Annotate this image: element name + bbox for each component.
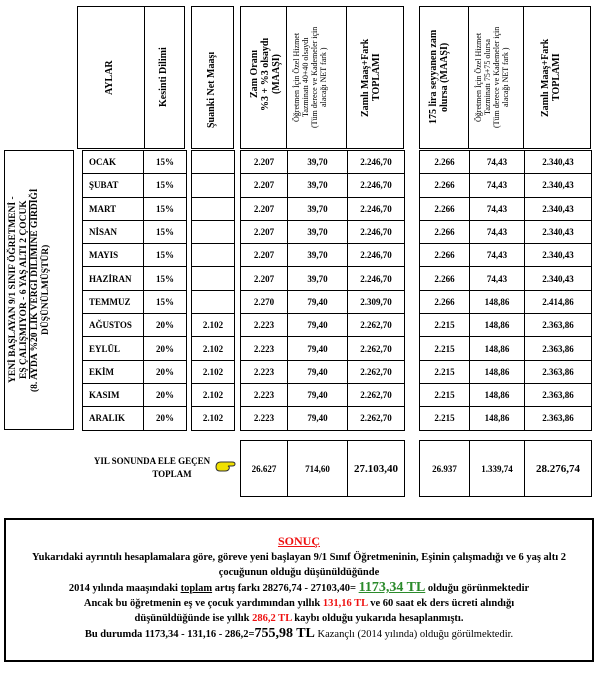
table-row (420, 151, 592, 174)
header-ozel2-line4: alacağı NET fark ) (501, 47, 510, 107)
cell-ay: AĞUSTOS (83, 314, 144, 337)
cell-toplam: 2.309,70 (348, 290, 405, 313)
cell-toplam2: 2.340,43 (525, 220, 592, 243)
cell-suanki: 2.102 (192, 337, 235, 360)
cell-seyyanen: 2.215 (420, 337, 470, 360)
total-seyyanen: 26.937 (420, 441, 470, 497)
table-row (192, 220, 235, 243)
cell-seyyanen: 2.266 (420, 290, 470, 313)
cell-ozel: 39,70 (288, 267, 348, 290)
cell-toplam: 2.262,70 (348, 360, 405, 383)
cell-zam: 2.207 (241, 174, 288, 197)
cell-ozel2: 148,86 (470, 314, 525, 337)
table-row (241, 337, 405, 360)
cell-suanki (192, 244, 235, 267)
header-suanki: Şuanki Net Maaşı (206, 51, 217, 129)
cell-ay: EKİM (83, 360, 144, 383)
header-zamli2-line2: TOPLAMI (551, 53, 562, 102)
cell-kesinti: 15% (144, 244, 187, 267)
table-raise-175 (419, 150, 592, 431)
cell-kesinti: 15% (144, 220, 187, 243)
table-row (83, 197, 187, 220)
table-row (192, 244, 235, 267)
sonuc-p3-c: ve 60 saat ek ders ücreti alındığı (367, 598, 515, 609)
table-row (420, 383, 592, 406)
cell-suanki: 2.102 (192, 360, 235, 383)
header-ozel-line4: alacağı NET fark ) (319, 47, 328, 107)
header-divider (468, 6, 469, 149)
table-row (241, 197, 405, 220)
table-row (241, 383, 405, 406)
totals-label-line1: YIL SONUNDA ELE GEÇEN (93, 456, 211, 466)
cell-zam: 2.223 (241, 337, 288, 360)
cell-toplam2: 2.340,43 (525, 174, 592, 197)
table-row (192, 383, 235, 406)
table-current-salary (191, 150, 235, 431)
cell-toplam2: 2.340,43 (525, 267, 592, 290)
header-zam-line1: Zam Oranı (249, 49, 260, 99)
total-toplam: 27.103,40 (348, 441, 405, 497)
table-row (83, 267, 187, 290)
sonuc-paragraph-1: Yukarıdaki ayrıntılı hesaplamalara göre, göreve yeni başlayan 9/1 Sınıf Öğretmeninin, Eşinin çalışmadığı ve 6 yaş altı 2 çocuğunun olduğu düşünüldüğünde (32, 552, 566, 578)
header-zam-line2: %3 + %3 olsaydı (260, 37, 271, 111)
header-ozel-line1: Öğretmen İçin Özel Hizmet (292, 32, 301, 122)
cell-toplam: 2.246,70 (348, 244, 405, 267)
cell-ozel2: 148,86 (470, 360, 525, 383)
cell-seyyanen: 2.266 (420, 174, 470, 197)
sonuc-p2-b: toplam (180, 583, 213, 594)
cell-toplam2: 2.363,86 (525, 407, 592, 430)
cell-seyyanen: 2.215 (420, 383, 470, 406)
table-row (83, 337, 187, 360)
table-row (420, 267, 592, 290)
header-ozel-line3: (Tüm derece ve Kademeler için (310, 26, 319, 128)
table-row (420, 360, 592, 383)
total-ozel2: 1.339,74 (470, 441, 525, 497)
cell-ozel2: 148,86 (470, 407, 525, 430)
table-row (241, 174, 405, 197)
cell-seyyanen: 2.266 (420, 220, 470, 243)
sonuc-p5-c: Kazançlı (2014 yılında) olduğu görülmektedir. (314, 629, 514, 640)
cell-seyyanen: 2.215 (420, 407, 470, 430)
cell-ozel: 39,70 (288, 197, 348, 220)
cell-ozel: 79,40 (288, 290, 348, 313)
sonuc-p3-amount: 131,16 TL (322, 598, 368, 609)
sonuc-p5-amount: 755,98 TL (254, 626, 315, 641)
table-row (192, 407, 235, 430)
table-row (241, 360, 405, 383)
cell-ay: MAYIS (83, 244, 144, 267)
cell-toplam: 2.246,70 (348, 197, 405, 220)
header-zamli2 (540, 20, 570, 135)
sonuc-p2-a: 2014 yılında maaşındaki (68, 583, 181, 594)
header-seyyanen-line2: olursa (MAAŞI) (439, 42, 450, 112)
cell-ay: HAZİRAN (83, 267, 144, 290)
cell-kesinti: 15% (144, 174, 187, 197)
cell-toplam: 2.246,70 (348, 220, 405, 243)
header-zamli-line1: Zamlı Maaş+Fark (360, 38, 371, 117)
cell-ay: MART (83, 197, 144, 220)
pointing-hand-icon (214, 458, 236, 474)
table-raise-3-3 (240, 150, 405, 431)
header-ozel2-line1: Öğretmen İçin Özel Hizmet (474, 32, 483, 122)
total-ozel: 714,60 (288, 441, 348, 497)
table-row (83, 151, 187, 174)
total-zam: 26.627 (241, 441, 288, 497)
table-row (420, 220, 592, 243)
sonuc-p4-amount: 286,2 TL (252, 613, 292, 624)
cell-ozel: 39,70 (288, 244, 348, 267)
table-row (83, 383, 187, 406)
sonuc-p4-a: düşünüldüğünde ise yıllık (134, 613, 253, 624)
cell-toplam2: 2.340,43 (525, 197, 592, 220)
cell-toplam: 2.246,70 (348, 267, 405, 290)
sonuc-paragraph-4 (6, 611, 592, 626)
cell-toplam2: 2.414,86 (525, 290, 592, 313)
table-row (420, 244, 592, 267)
header-zamli (360, 20, 390, 135)
table-row (241, 407, 405, 430)
header-seyyanen-line1: 175 lira seyyanen zam (428, 29, 439, 125)
side-label-line3: (8. AYDA %20 LİK VERGİ DİLİMİNE GİRDİĞİ (30, 188, 40, 392)
sonuc-p5-a: Bu durumda 1173,34 - 131,16 - 286,2= (84, 629, 255, 640)
cell-kesinti: 15% (144, 151, 187, 174)
sonuc-p2-e: olduğu görünmektedir (425, 583, 530, 594)
header-ozel2-line3: (Tüm derece ve Kademeler için (492, 26, 501, 128)
cell-suanki (192, 151, 235, 174)
cell-suanki: 2.102 (192, 383, 235, 406)
totals-group2 (419, 440, 592, 497)
cell-toplam2: 2.363,86 (525, 314, 592, 337)
cell-ozel2: 74,43 (470, 244, 525, 267)
header-ozel2 (474, 10, 520, 144)
table-row (83, 290, 187, 313)
header-ozel2-line2: Tazminatı 75+75 olursa (483, 39, 492, 115)
table-row (420, 314, 592, 337)
cell-zam: 2.207 (241, 220, 288, 243)
table-row (83, 220, 187, 243)
cell-ozel2: 74,43 (470, 151, 525, 174)
header-zamli2-line1: Zamlı Maaş+Fark (540, 38, 551, 117)
totals-label (82, 455, 222, 481)
table-row (83, 174, 187, 197)
cell-ozel: 79,40 (288, 337, 348, 360)
cell-zam: 2.207 (241, 151, 288, 174)
sonuc-box (4, 518, 594, 662)
cell-ozel: 39,70 (288, 151, 348, 174)
header-zamli-line2: TOPLAMI (371, 53, 382, 102)
table-row (420, 407, 592, 430)
table-row (420, 337, 592, 360)
cell-suanki (192, 290, 235, 313)
sonuc-p2-amount: 1173,34 TL (358, 580, 426, 595)
header-ozel (292, 10, 342, 144)
table-row (241, 220, 405, 243)
cell-ay: NİSAN (83, 220, 144, 243)
cell-ozel2: 148,86 (470, 290, 525, 313)
cell-zam: 2.223 (241, 314, 288, 337)
header-divider (346, 6, 347, 149)
side-label-line4: DÜŞÜNÜLMÜŞTÜR) (41, 244, 51, 336)
cell-toplam: 2.246,70 (348, 174, 405, 197)
total-toplam2: 28.276,74 (525, 441, 592, 497)
cell-seyyanen: 2.215 (420, 314, 470, 337)
cell-kesinti: 20% (144, 383, 187, 406)
table-row (241, 267, 405, 290)
table-row (192, 267, 235, 290)
cell-seyyanen: 2.266 (420, 244, 470, 267)
header-divider (523, 6, 524, 149)
cell-ozel: 39,70 (288, 174, 348, 197)
table-row (192, 314, 235, 337)
sonuc-paragraph-2 (6, 580, 592, 596)
cell-toplam: 2.262,70 (348, 407, 405, 430)
table-row (241, 314, 405, 337)
cell-zam: 2.207 (241, 197, 288, 220)
cell-ozel: 79,40 (288, 314, 348, 337)
table-row (83, 407, 187, 430)
cell-kesinti: 15% (144, 290, 187, 313)
table-row (420, 290, 592, 313)
cell-kesinti: 20% (144, 337, 187, 360)
cell-zam: 2.223 (241, 407, 288, 430)
table-row (241, 290, 405, 313)
side-label (8, 152, 72, 428)
cell-suanki: 2.102 (192, 314, 235, 337)
cell-ozel2: 74,43 (470, 220, 525, 243)
cell-kesinti: 20% (144, 360, 187, 383)
cell-seyyanen: 2.266 (420, 267, 470, 290)
cell-seyyanen: 2.215 (420, 360, 470, 383)
cell-suanki (192, 267, 235, 290)
cell-ay: TEMMUZ (83, 290, 144, 313)
header-divider (286, 6, 287, 149)
sonuc-p3-a: Ancak bu öğretmenin eş ve çocuk yardımından yıllık (83, 598, 323, 609)
cell-suanki (192, 174, 235, 197)
cell-toplam2: 2.363,86 (525, 383, 592, 406)
sonuc-title: SONUÇ (277, 534, 320, 548)
header-aylar: AYLAR (104, 60, 115, 96)
table-row (241, 244, 405, 267)
cell-zam: 2.207 (241, 244, 288, 267)
cell-suanki (192, 197, 235, 220)
cell-ozel2: 74,43 (470, 267, 525, 290)
cell-toplam: 2.246,70 (348, 151, 405, 174)
cell-ozel: 79,40 (288, 383, 348, 406)
cell-ozel2: 74,43 (470, 174, 525, 197)
totals-label-line2: TOPLAM (152, 469, 192, 479)
table-row (192, 197, 235, 220)
cell-toplam2: 2.363,86 (525, 337, 592, 360)
cell-ozel: 79,40 (288, 360, 348, 383)
cell-toplam: 2.262,70 (348, 314, 405, 337)
cell-ay: ARALIK (83, 407, 144, 430)
header-seyyanen (428, 10, 458, 144)
cell-ay: KASIM (83, 383, 144, 406)
table-row (83, 314, 187, 337)
header-zam-orani (249, 14, 283, 134)
header-kesinti: Kesinti Dilimi (158, 47, 169, 108)
header-divider (144, 6, 145, 149)
cell-suanki (192, 220, 235, 243)
cell-toplam2: 2.340,43 (525, 244, 592, 267)
cell-ay: ŞUBAT (83, 174, 144, 197)
sonuc-p2-c: artış farkı 28276,74 - 27103,40= (212, 583, 359, 594)
table-row (192, 290, 235, 313)
table-row (241, 151, 405, 174)
cell-ozel: 39,70 (288, 220, 348, 243)
cell-ay: OCAK (83, 151, 144, 174)
cell-ozel: 79,40 (288, 407, 348, 430)
cell-kesinti: 15% (144, 197, 187, 220)
cell-seyyanen: 2.266 (420, 151, 470, 174)
table-months (82, 150, 187, 431)
cell-zam: 2.207 (241, 267, 288, 290)
cell-toplam2: 2.363,86 (525, 360, 592, 383)
table-row (192, 337, 235, 360)
cell-ay: EYLÜL (83, 337, 144, 360)
cell-zam: 2.223 (241, 360, 288, 383)
sonuc-p4-c: kaybı olduğu yukarıda hesaplanmıştı. (291, 613, 464, 624)
cell-ozel2: 148,86 (470, 383, 525, 406)
table-row (420, 197, 592, 220)
side-label-line1: YENİ BAŞLAYAN 9/1 SINIF ÖĞRETMENİ - (8, 196, 18, 384)
side-label-line2: EŞ ÇALIŞMIYOR - 6 YAŞ ALTI 2 ÇOCUK (19, 200, 29, 380)
cell-zam: 2.270 (241, 290, 288, 313)
cell-zam: 2.223 (241, 383, 288, 406)
cell-toplam: 2.262,70 (348, 337, 405, 360)
table-row (83, 360, 187, 383)
cell-seyyanen: 2.266 (420, 197, 470, 220)
header-zam-line3: (MAAŞI) (271, 54, 282, 94)
table-row (192, 360, 235, 383)
header-ozel-line2: Tazminatı 40+40 olsaydı (301, 37, 310, 117)
table-row (83, 244, 187, 267)
table-row (420, 174, 592, 197)
sonuc-paragraph-3 (6, 596, 592, 611)
cell-toplam: 2.262,70 (348, 383, 405, 406)
cell-kesinti: 15% (144, 267, 187, 290)
cell-kesinti: 20% (144, 407, 187, 430)
sonuc-paragraph-5 (6, 626, 592, 642)
table-row (192, 151, 235, 174)
cell-ozel2: 74,43 (470, 197, 525, 220)
table-row (192, 174, 235, 197)
totals-group1 (240, 440, 405, 497)
cell-toplam2: 2.340,43 (525, 151, 592, 174)
cell-ozel2: 148,86 (470, 337, 525, 360)
cell-kesinti: 20% (144, 314, 187, 337)
cell-suanki: 2.102 (192, 407, 235, 430)
